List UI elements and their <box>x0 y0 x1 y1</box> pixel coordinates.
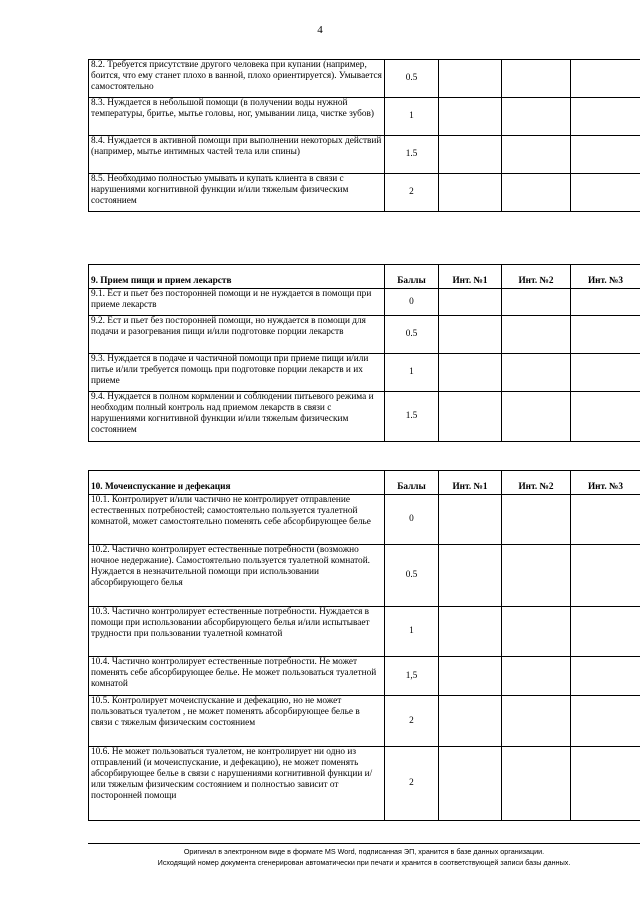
criterion-score: 1.5 <box>385 392 439 442</box>
int1-cell[interactable] <box>439 495 502 545</box>
page-number: 4 <box>317 24 323 36</box>
int3-cell[interactable] <box>571 607 640 657</box>
section8-table <box>88 59 640 212</box>
criterion-text: 9.1. Ест и пьет без посторонней помощи и не нуждается в помощи при приеме лекарств <box>89 289 385 316</box>
column-header-int3: Инт. №3 <box>571 471 640 495</box>
criterion-score: 0 <box>385 495 439 545</box>
criterion-text: 8.2. Требуется присутствие другого человека при купании (например, боится, что ему станет плохо в ванной, плохо ориентируется). Умывается самостоятельно <box>89 60 385 98</box>
int3-cell[interactable] <box>571 495 640 545</box>
criterion-score: 0.5 <box>385 60 439 98</box>
int1-cell[interactable] <box>439 354 502 392</box>
table-header-row <box>89 471 640 495</box>
int2-cell[interactable] <box>502 136 571 174</box>
int1-cell[interactable] <box>439 392 502 442</box>
int2-cell[interactable] <box>502 747 571 821</box>
int2-cell[interactable] <box>502 174 571 212</box>
criterion-score: 2 <box>385 174 439 212</box>
table-row <box>89 316 640 354</box>
criterion-score: 0.5 <box>385 316 439 354</box>
criterion-score: 1 <box>385 354 439 392</box>
int1-cell[interactable] <box>439 60 502 98</box>
int3-cell[interactable] <box>571 174 640 212</box>
criterion-text: 10.2. Частично контролирует естественные потребности (возможно ночное недержание). Самостоятельно пользуется туалетной комнатой. Нуждается в незначительной помощи при использовании абсорбирующего белья <box>89 545 385 607</box>
int1-cell[interactable] <box>439 316 502 354</box>
footer-divider <box>88 843 640 844</box>
int2-cell[interactable] <box>502 98 571 136</box>
table-header-row <box>89 265 640 289</box>
int3-cell[interactable] <box>571 60 640 98</box>
table-row <box>89 607 640 657</box>
criterion-score: 2 <box>385 696 439 747</box>
criterion-score: 1,5 <box>385 657 439 696</box>
int2-cell[interactable] <box>502 392 571 442</box>
table-row <box>89 747 640 821</box>
table-row <box>89 174 640 212</box>
column-header-int2: Инт. №2 <box>502 265 571 289</box>
int2-cell[interactable] <box>502 316 571 354</box>
int2-cell[interactable] <box>502 60 571 98</box>
int1-cell[interactable] <box>439 607 502 657</box>
column-header-score: Баллы <box>385 471 439 495</box>
criterion-score: 0 <box>385 289 439 316</box>
int3-cell[interactable] <box>571 696 640 747</box>
table-row <box>89 545 640 607</box>
criterion-text: 8.5. Необходимо полностью умывать и купать клиента в связи с нарушениями когнитивной функции и/или тяжелым физическим состоянием <box>89 174 385 212</box>
int1-cell[interactable] <box>439 289 502 316</box>
table-row <box>89 136 640 174</box>
int3-cell[interactable] <box>571 136 640 174</box>
int2-cell[interactable] <box>502 354 571 392</box>
criterion-text: 9.3. Нуждается в подаче и частичной помощи при приеме пищи и/или питье и/или требуется помощь при подготовке порции лекарств и их приеме <box>89 354 385 392</box>
int3-cell[interactable] <box>571 545 640 607</box>
int3-cell[interactable] <box>571 316 640 354</box>
criterion-text: 10.3. Частично контролирует естественные потребности. Нуждается в помощи при использовании абсорбирующего белья и/или испытывает трудности при пользовании туалетной комнатой <box>89 607 385 657</box>
int1-cell[interactable] <box>439 657 502 696</box>
criterion-text: 10.1. Контролирует и/или частично не контролирует отправление естественных потребностей; самостоятельно пользуется туалетной комнатой, может самостоятельно поменять себе абсорбирующее белье <box>89 495 385 545</box>
criterion-score: 1 <box>385 607 439 657</box>
column-header-int3: Инт. №3 <box>571 265 640 289</box>
column-header-int1: Инт. №1 <box>439 265 502 289</box>
int2-cell[interactable] <box>502 495 571 545</box>
table-row <box>89 696 640 747</box>
table-row <box>89 289 640 316</box>
int3-cell[interactable] <box>571 354 640 392</box>
table-row <box>89 60 640 98</box>
section9-table <box>88 264 640 442</box>
int1-cell[interactable] <box>439 696 502 747</box>
column-header-int2: Инт. №2 <box>502 471 571 495</box>
column-header-int1: Инт. №1 <box>439 471 502 495</box>
int1-cell[interactable] <box>439 136 502 174</box>
int3-cell[interactable] <box>571 657 640 696</box>
column-header-score: Баллы <box>385 265 439 289</box>
int1-cell[interactable] <box>439 174 502 212</box>
section-title: 10. Мочеиспускание и дефекация <box>89 471 385 495</box>
table-row <box>89 392 640 442</box>
criterion-text: 9.2. Ест и пьет без посторонней помощи, но нуждается в помощи для подачи и разогревания пищи и/или подготовке порции лекарств <box>89 316 385 354</box>
table-row <box>89 98 640 136</box>
section10-table <box>88 470 640 821</box>
criterion-score: 1 <box>385 98 439 136</box>
table-row <box>89 495 640 545</box>
int1-cell[interactable] <box>439 98 502 136</box>
criterion-score: 2 <box>385 747 439 821</box>
int3-cell[interactable] <box>571 392 640 442</box>
int3-cell[interactable] <box>571 289 640 316</box>
section-title: 9. Прием пищи и прием лекарств <box>89 265 385 289</box>
criterion-text: 9.4. Нуждается в полном кормлении и соблюдении питьевого режима и необходим полный контроль над приемом лекарств в связи с нарушениями когнитивной функции и/или тяжелым физическим состоянием <box>89 392 385 442</box>
criterion-text: 8.3. Нуждается в небольшой помощи (в получении воды нужной температуры, бритье, мытье головы, ног, умывании лица, чистке зубов) <box>89 98 385 136</box>
criterion-score: 1.5 <box>385 136 439 174</box>
int2-cell[interactable] <box>502 545 571 607</box>
criterion-text: 8.4. Нуждается в активной помощи при выполнении некоторых действий (например, мытье интимных частей тела или спины) <box>89 136 385 174</box>
int3-cell[interactable] <box>571 747 640 821</box>
footer-note-number: Исходящий номер документа сгенерирован автоматически при печати и хранится в соответствующей записи базы данных. <box>157 858 571 867</box>
footer-note-original: Оригинал в электронном виде в формате MS Word, подписанная ЭП, хранится в базе данных организации. <box>183 847 545 856</box>
int2-cell[interactable] <box>502 607 571 657</box>
criterion-score: 0.5 <box>385 545 439 607</box>
criterion-text: 10.6. Не может пользоваться туалетом, не контролирует ни одно из отправлений (и мочеиспускание, и дефекацию), не может поменять абсорбирующее белье в связи с нарушениями когнитивной функции и/или тяжелым физическим состоянием и полностью зависит от посторонней помощи <box>89 747 385 821</box>
int1-cell[interactable] <box>439 545 502 607</box>
int2-cell[interactable] <box>502 289 571 316</box>
table-row <box>89 354 640 392</box>
int1-cell[interactable] <box>439 747 502 821</box>
int3-cell[interactable] <box>571 98 640 136</box>
table-row <box>89 657 640 696</box>
criterion-text: 10.4. Частично контролирует естественные потребности. Не может поменять себе абсорбирующее белье. Не может пользоваться туалетной комнатой <box>89 657 385 696</box>
int2-cell[interactable] <box>502 657 571 696</box>
int2-cell[interactable] <box>502 696 571 747</box>
criterion-text: 10.5. Контролирует мочеиспускание и дефекацию, но не может пользоваться туалетом , не может поменять абсорбирующее белье в связи с тяжелым физическим состоянием <box>89 696 385 747</box>
